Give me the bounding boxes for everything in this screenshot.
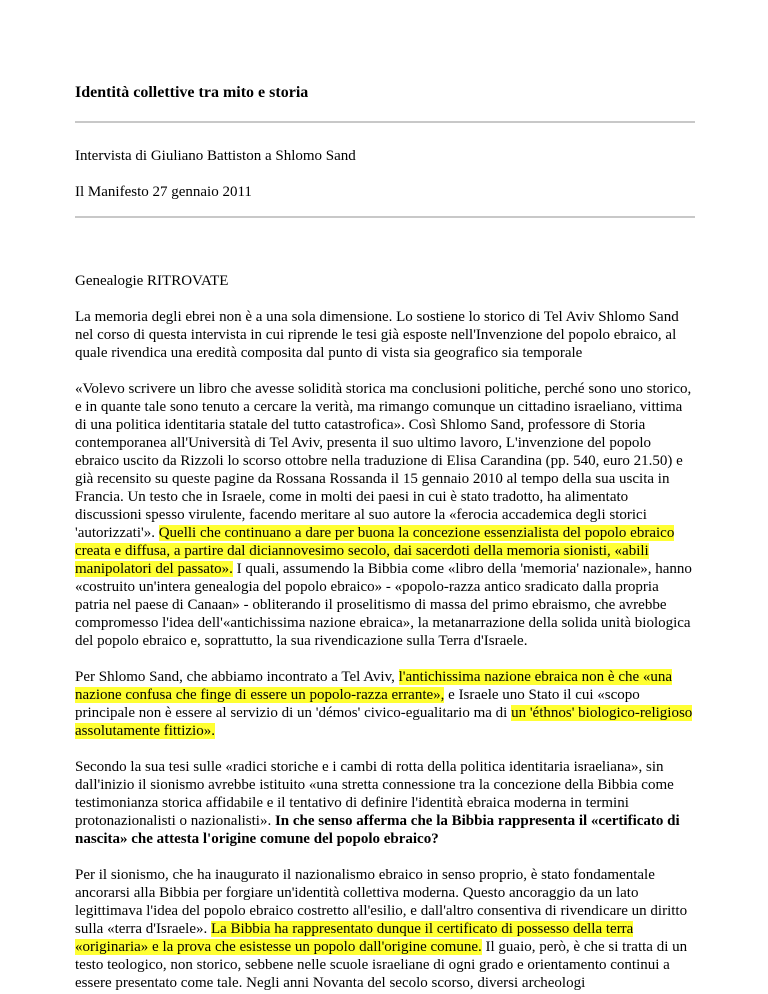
- divider-bottom: [75, 216, 695, 218]
- text-run: e Israele uno Stato il cui «scopo principale non è essere al servizio di un 'démos' civico-egualitario ma di: [75, 687, 640, 721]
- paragraph-2: [75, 380, 695, 650]
- divider-top: [75, 121, 695, 123]
- source-line: Il Manifesto 27 gennaio 2011: [75, 184, 252, 200]
- text-run: Il guaio, però, è che si tratta di un testo teologico, non storico, sebbene nelle scuole israeliane di ogni grado e orientamento continui a essere presentato come tale. Negli anni Novanta del secolo scorso, diversi archeologi: [75, 939, 688, 991]
- paragraph-4: [75, 758, 695, 848]
- interview-question: In che senso afferma che la Bibbia rappresenta il «certificato di nascita» che attesta l'origine comune del popolo ebraico?: [75, 813, 680, 847]
- highlighted-text: La Bibbia ha rappresentato dunque il certificato di possesso della terra «originaria» e la prova che esistesse un popolo dall'origine comune.: [75, 921, 634, 955]
- section-heading: Genealogie RITROVATE: [75, 273, 229, 289]
- text-run: Secondo la sua tesi sulle «radici storiche e i cambi di rotta della politica identitaria israeliana», sin dall'inizio il sionismo avrebbe istituito «una stretta connessione tra la concezione della Bibbia come testimonianza storica affidabile e il tentativo di definire l'identità ebraica moderna in termini protonazionalisti o nazionalisti».: [75, 759, 674, 829]
- text-run: Per Shlomo Sand, che abbiamo incontrato a Tel Aviv,: [75, 669, 399, 685]
- text-run: «Volevo scrivere un libro che avesse solidità storica ma conclusioni politiche, perché sono uno storico, e in quante tale sono tenuto a cercare la verità, ma rimango comunque un cittadino israeliano, vittima di una politica identitaria statale del tutto catastrofica». Così Shlomo Sand, professore di Storia contemporanea all'Università di Tel Aviv, presenta il suo ultimo lavoro, L'invenzione del popolo ebraico uscito da Rizzoli lo scorso ottobre nella traduzione di Elisa Carandina (pp. 540, euro 21.50) e già recensito su queste pagine da Rossana Rossanda il 15 gennaio 2010 al tempo della sua uscita in Francia. Un testo che in Israele, come in molti dei paesi in cui è stato tradotto, ha alimentato discussioni spesso virulente, facendo meritare al suo autore la «ferocia accademica degli storici 'autorizzati'».: [75, 381, 692, 541]
- highlighted-text: l'antichissima nazione ebraica non è che «una nazione confusa che finge di essere un popolo-razza errante»,: [75, 669, 673, 703]
- highlighted-text: un 'éthnos' biologico-religioso assolutamente fittizio».: [75, 705, 693, 739]
- paragraph-3: [75, 668, 695, 740]
- highlighted-text: Quelli che continuano a dare per buona la concezione essenzialista del popolo ebraico creata e diffusa, a partire dal diciannovesimo secolo, dai sacerdoti della memoria sionisti, «abili manipolatori del passato».: [75, 525, 675, 577]
- byline: Intervista di Giuliano Battiston a Shlomo Sand: [75, 148, 356, 164]
- text-run: Per il sionismo, che ha inaugurato il nazionalismo ebraico in senso proprio, è stato fondamentale ancorarsi alla Bibbia per forgiare un'identità collettiva moderna. Questo ancoraggio da un lato legittimava l'idea del popolo ebraico costretto all'esilio, e dall'altro consentiva di rivendicare un diritto sulla «terra d'Israele».: [75, 867, 688, 937]
- paragraph-intro: La memoria degli ebrei non è a una sola dimensione. Lo sostiene lo storico di Tel Aviv Shlomo Sand nel corso di questa intervista in cui riprende le tesi già esposte nell'Invenzione del popolo ebraico, al quale rivendica una eredità composita dal punto di vista sia geografico sia temporale: [75, 309, 679, 361]
- text-run: I quali, assumendo la Bibbia come «libro della 'memoria' nazionale», hanno «costruito un'intera genealogia del popolo ebraico» - «popolo-razza antico sradicato dalla propria patria nel paese di Canaan» - obliterando il proselitismo di massa del primo ebraismo, che avrebbe compromesso l'idea dell'«antichissima nazione ebraica», la metanarrazione della solida unità biologica del popolo ebraico e, soprattutto, la sua rivendicazione sulla Terra d'Israele.: [75, 561, 692, 649]
- article-title: Identità collettive tra mito e storia: [75, 84, 309, 101]
- paragraph-5: [75, 866, 695, 992]
